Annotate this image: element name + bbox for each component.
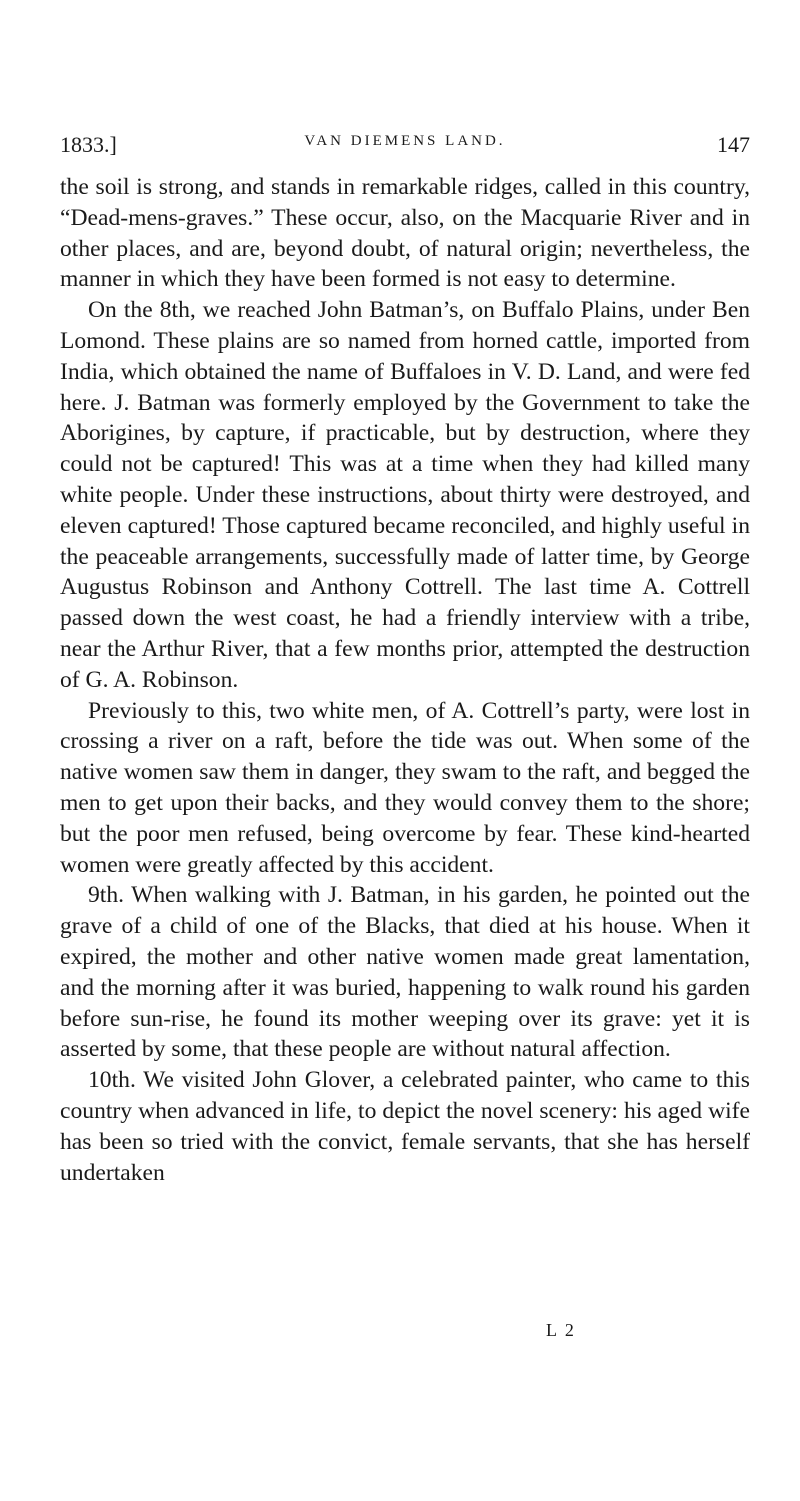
- body-text: [60, 172, 750, 1188]
- paragraph: 10th. We visited John Glover, a celebrated painter, who came to this country when advanced in life, to depict the novel scenery: his aged wife has been so tried with the convict, female servants, that she has herself undertaken: [60, 1067, 750, 1186]
- paragraph: 9th. When walking with J. Batman, in his garden, he pointed out the grave of a child of one of the Blacks, that died at his house. When it expired, the mother and other native women made great lamentation, and the morning after it was buried, happening to walk round his garden before sun-rise, he found its mother weeping over its grave: yet it is asserted by some, that these people are without natural affection.: [60, 882, 750, 1063]
- running-head-year: 1833.]: [60, 132, 117, 157]
- book-page: [60, 118, 750, 1188]
- running-head-title: VAN DIEMENS LAND.: [304, 133, 506, 149]
- paragraph: On the 8th, we reached John Batman’s, on Buffalo Plains, under Ben Lomond. These plains are so named from horned cattle, imported from India, which obtained the name of Buffaloes in V. D. Land, and were fed here. J. Batman was formerly employed by the Government to take the Aborigines, by capture, if practicable, but by destruction, where they could not be captured! This was at a time when they had killed many white people. Under these instructions, about thirty were destroyed, and eleven captured! Those captured became reconciled, and highly useful in the peaceable arrangements, successfully made of latter time, by George Augustus Robinson and Anthony Cottrell. The last time A. Cottrell passed down the west coast, he had a friendly interview with a tribe, near the Arthur River, that a few months prior, attempted the destruction of G. A. Robinson.: [60, 297, 750, 693]
- paragraph: Previously to this, two white men, of A. Cottrell’s party, were lost in crossing a river on a raft, before the tide was out. When some of the native women saw them in danger, they swam to the raft, and begged the men to get upon their backs, and they would convey them to the shore; but the poor men refused, being overcome by fear. These kind-hearted women were greatly affected by this accident.: [60, 697, 750, 878]
- page-number: 147: [717, 132, 750, 157]
- paragraph: the soil is strong, and stands in remarkable ridges, called in this country, “Dead-mens-graves.” These occur, also, on the Macquarie River and in other places, and are, beyond doubt, of natural origin; nevertheless, the manner in which they have been formed is not easy to determine.: [60, 174, 750, 293]
- running-head: [60, 118, 750, 158]
- signature-mark: L 2: [546, 1320, 576, 1340]
